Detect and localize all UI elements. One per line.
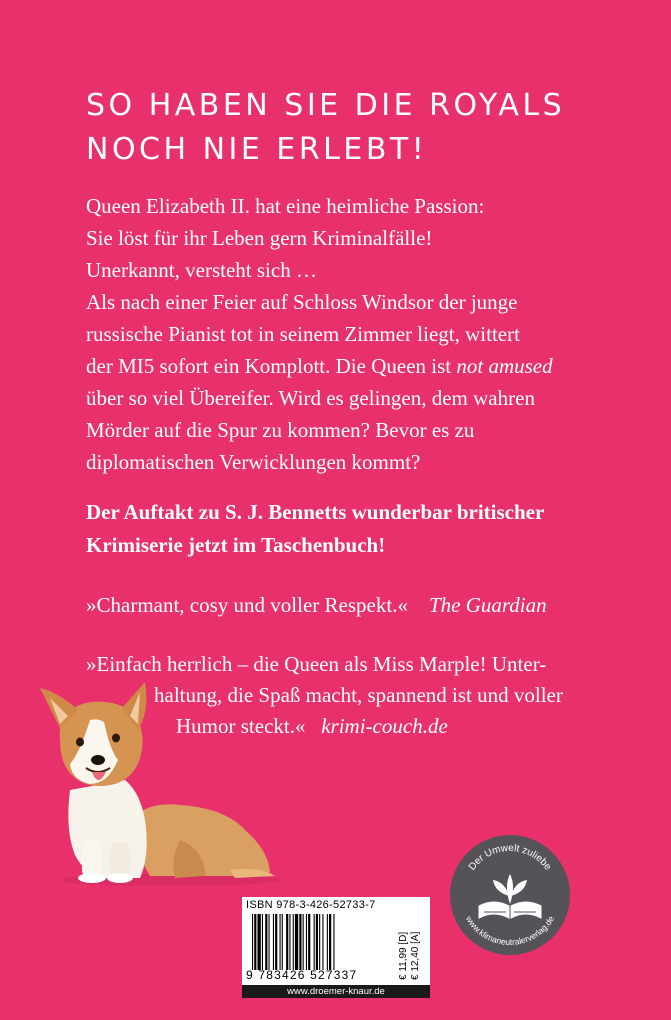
barcode-bar bbox=[306, 914, 307, 970]
barcode-bar bbox=[316, 914, 318, 970]
barcode-digits: 9 783426 527337 bbox=[246, 968, 358, 982]
headline bbox=[86, 84, 646, 172]
climate-neutral-seal bbox=[449, 834, 571, 956]
quote-line: »Einfach herrlich – die Queen als Miss Marple! Unter- bbox=[86, 652, 547, 676]
barcode-bar bbox=[303, 914, 304, 970]
tagline bbox=[86, 496, 626, 562]
quote-text: Humor steckt.« bbox=[176, 714, 306, 738]
blurb-emphasis: not amused bbox=[456, 354, 553, 378]
barcode-bar bbox=[333, 914, 334, 970]
barcode-bar bbox=[252, 914, 253, 970]
blurb-line: Sie löst für ihr Leben gern Kriminalfälle! bbox=[86, 226, 433, 250]
price-block bbox=[398, 918, 426, 980]
barcode-bar bbox=[327, 914, 328, 970]
blurb-line: Als nach einer Feier auf Schloss Windsor der junge bbox=[86, 290, 518, 314]
quote-text: »Charmant, cosy und voller Respekt.« bbox=[86, 593, 408, 617]
barcode-bar bbox=[275, 914, 277, 970]
tagline-line-2: Krimiserie jetzt im Taschenbuch! bbox=[86, 533, 386, 557]
barcode-bar bbox=[286, 914, 288, 970]
barcode-bar bbox=[282, 914, 283, 970]
blurb-line: diplomatischen Verwicklungen kommt? bbox=[86, 450, 421, 474]
blurb-line: russische Pianist tot in seinem Zimmer liegt, wittert bbox=[86, 322, 520, 346]
price-at: € 12,40 [A] bbox=[410, 931, 421, 980]
blurb bbox=[86, 190, 616, 478]
blurb-line: Mörder auf die Spur zu kommen? Bevor es zu bbox=[86, 418, 475, 442]
review-quote-1 bbox=[86, 590, 547, 620]
barcode-bar bbox=[329, 914, 331, 970]
barcode-bar bbox=[254, 914, 256, 970]
quote-line: haltung, die Spaß macht, spannend ist und voller bbox=[154, 683, 563, 707]
seal-bottom-text: www.klimaneutralerverlag.de bbox=[463, 914, 557, 948]
barcode-bar bbox=[295, 914, 298, 970]
barcode-bar bbox=[299, 914, 301, 970]
barcode-bar bbox=[273, 914, 274, 970]
barcode-bar bbox=[258, 914, 261, 970]
barcode-bar bbox=[322, 914, 323, 970]
blurb-text: der MI5 sofort ein Komplott. Die Queen ist bbox=[86, 354, 457, 378]
barcode-bar bbox=[269, 914, 270, 970]
barcode-bar bbox=[319, 914, 320, 970]
blurb-line: über so viel Übereifer. Wird es gelingen, dem wahren bbox=[86, 386, 535, 410]
barcode-bar bbox=[262, 914, 263, 970]
barcode-bar bbox=[314, 914, 315, 970]
publisher-url: www.droemer-knaur.de bbox=[242, 985, 430, 998]
barcode-bar bbox=[308, 914, 310, 970]
seal-top-text: Der Umwelt zuliebe bbox=[466, 842, 554, 873]
barcode-bar bbox=[280, 914, 281, 970]
barcode-bar bbox=[265, 914, 267, 970]
quote-source: The Guardian bbox=[428, 593, 547, 617]
quote-source: krimi-couch.de bbox=[321, 714, 448, 738]
blurb-line bbox=[86, 350, 616, 382]
barcode-icon bbox=[250, 914, 390, 970]
barcode-bar bbox=[293, 914, 294, 970]
corgi-illustration bbox=[30, 680, 280, 890]
tagline-line-1: Der Auftakt zu S. J. Bennetts wunderbar britischer bbox=[86, 500, 545, 524]
headline-line-1: SO HABEN SIE DIE ROYALS bbox=[86, 88, 566, 123]
barcode-bar bbox=[289, 914, 290, 970]
blurb-line: Unerkannt, versteht sich … bbox=[86, 258, 317, 282]
isbn-label: ISBN 978-3-426-52733-7 bbox=[246, 899, 376, 911]
price-de: € 11,99 [D] bbox=[398, 931, 409, 980]
headline-line-2: NOCH NIE ERLEBT! bbox=[86, 132, 428, 167]
blurb-line: Queen Elizabeth II. hat eine heimliche Passion: bbox=[86, 194, 485, 218]
